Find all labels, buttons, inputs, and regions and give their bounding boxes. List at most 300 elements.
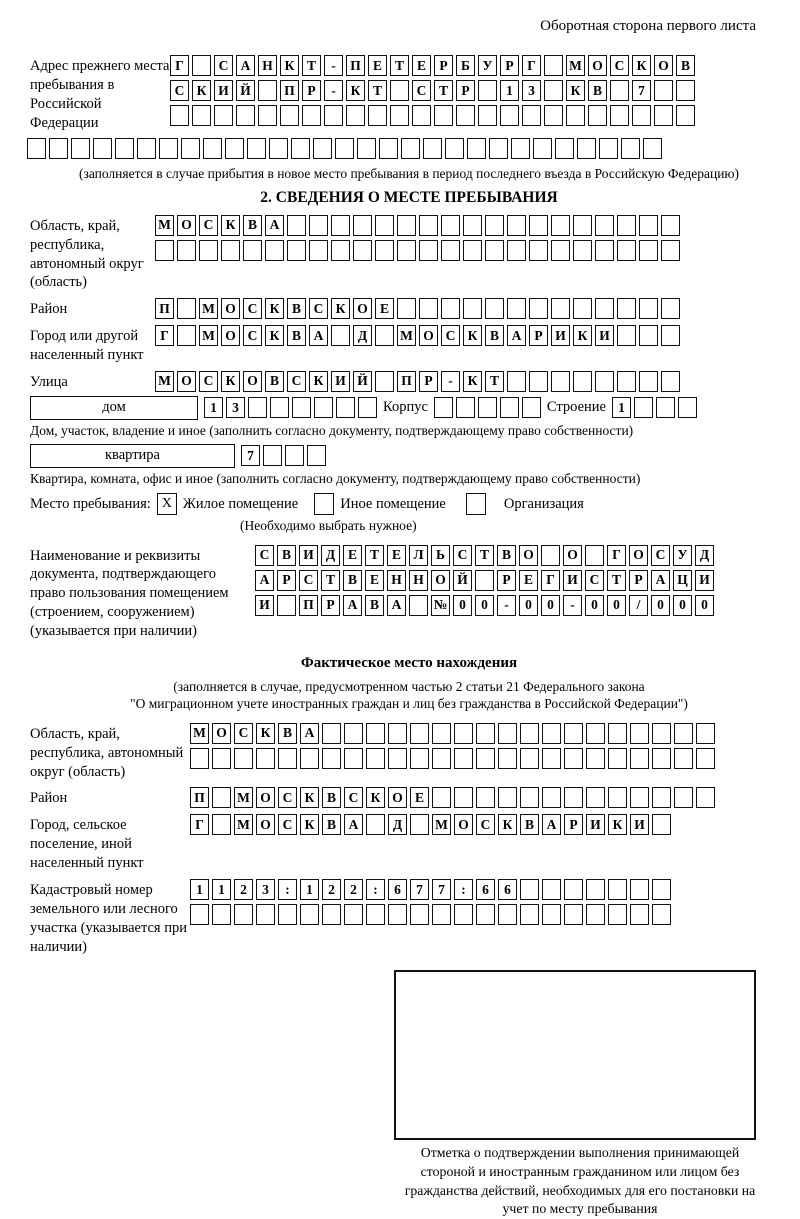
char-cell[interactable] bbox=[256, 748, 275, 769]
char-cell[interactable] bbox=[476, 787, 495, 808]
char-cell[interactable]: О bbox=[256, 814, 275, 835]
char-cell[interactable]: О bbox=[353, 298, 372, 319]
char-cell[interactable] bbox=[344, 723, 363, 744]
char-cell[interactable] bbox=[390, 80, 409, 101]
char-cell[interactable] bbox=[544, 80, 563, 101]
char-cell[interactable]: Р bbox=[434, 55, 453, 76]
char-cell[interactable]: А bbox=[309, 325, 328, 346]
char-cell[interactable] bbox=[258, 105, 277, 126]
char-cell[interactable]: П bbox=[280, 80, 299, 101]
char-cell[interactable] bbox=[564, 748, 583, 769]
char-cell[interactable]: О bbox=[563, 545, 582, 566]
char-cell[interactable]: С bbox=[199, 371, 218, 392]
char-cell[interactable]: М bbox=[234, 814, 253, 835]
char-cell[interactable]: 6 bbox=[476, 879, 495, 900]
char-cell[interactable] bbox=[696, 748, 715, 769]
char-cell[interactable] bbox=[588, 105, 607, 126]
char-cell[interactable] bbox=[498, 748, 517, 769]
char-cell[interactable]: Г bbox=[190, 814, 209, 835]
char-cell[interactable] bbox=[199, 240, 218, 261]
char-cell[interactable] bbox=[696, 787, 715, 808]
char-cell[interactable] bbox=[551, 215, 570, 236]
char-cell[interactable] bbox=[324, 105, 343, 126]
char-cell[interactable]: Е bbox=[343, 545, 362, 566]
char-cell[interactable]: М bbox=[397, 325, 416, 346]
char-cell[interactable]: К bbox=[463, 371, 482, 392]
char-cell[interactable]: О bbox=[519, 545, 538, 566]
char-cell[interactable]: Р bbox=[529, 325, 548, 346]
char-cell[interactable] bbox=[630, 723, 649, 744]
char-cell[interactable]: - bbox=[497, 595, 516, 616]
char-cell[interactable] bbox=[454, 723, 473, 744]
char-cell[interactable]: У bbox=[673, 545, 692, 566]
char-cell[interactable] bbox=[212, 814, 231, 835]
char-cell[interactable] bbox=[419, 215, 438, 236]
char-cell[interactable] bbox=[335, 138, 354, 159]
char-cell[interactable] bbox=[287, 240, 306, 261]
char-cell[interactable]: Г bbox=[522, 55, 541, 76]
char-cell[interactable] bbox=[456, 105, 475, 126]
char-cell[interactable] bbox=[498, 723, 517, 744]
char-cell[interactable] bbox=[610, 80, 629, 101]
char-cell[interactable]: Д bbox=[353, 325, 372, 346]
char-cell[interactable] bbox=[639, 371, 658, 392]
char-cell[interactable] bbox=[652, 748, 671, 769]
char-cell[interactable] bbox=[388, 904, 407, 925]
char-cell[interactable]: С bbox=[299, 570, 318, 591]
char-cell[interactable] bbox=[410, 723, 429, 744]
char-cell[interactable]: А bbox=[300, 723, 319, 744]
char-cell[interactable] bbox=[542, 879, 561, 900]
char-cell[interactable] bbox=[368, 105, 387, 126]
char-cell[interactable] bbox=[445, 138, 464, 159]
char-cell[interactable] bbox=[234, 904, 253, 925]
char-cell[interactable]: 0 bbox=[453, 595, 472, 616]
char-cell[interactable]: В bbox=[287, 298, 306, 319]
char-cell[interactable] bbox=[366, 723, 385, 744]
char-cell[interactable] bbox=[595, 215, 614, 236]
char-cell[interactable] bbox=[608, 748, 627, 769]
char-cell[interactable] bbox=[542, 787, 561, 808]
char-cell[interactable] bbox=[617, 371, 636, 392]
char-cell[interactable] bbox=[643, 138, 662, 159]
char-cell[interactable]: Ц bbox=[673, 570, 692, 591]
char-cell[interactable] bbox=[159, 138, 178, 159]
char-cell[interactable] bbox=[520, 787, 539, 808]
char-cell[interactable] bbox=[221, 240, 240, 261]
char-cell[interactable]: С bbox=[234, 723, 253, 744]
char-cell[interactable]: С bbox=[585, 570, 604, 591]
char-cell[interactable]: Е bbox=[412, 55, 431, 76]
char-cell[interactable]: С bbox=[610, 55, 629, 76]
char-cell[interactable] bbox=[573, 240, 592, 261]
char-cell[interactable] bbox=[652, 904, 671, 925]
char-cell[interactable] bbox=[542, 723, 561, 744]
char-cell[interactable] bbox=[608, 904, 627, 925]
char-cell[interactable]: В bbox=[676, 55, 695, 76]
char-cell[interactable]: Б bbox=[456, 55, 475, 76]
char-cell[interactable] bbox=[586, 748, 605, 769]
char-cell[interactable] bbox=[551, 240, 570, 261]
char-cell[interactable]: И bbox=[695, 570, 714, 591]
char-cell[interactable]: 3 bbox=[226, 397, 245, 418]
dom-box[interactable]: дом bbox=[30, 396, 198, 420]
char-cell[interactable]: - bbox=[441, 371, 460, 392]
char-cell[interactable] bbox=[313, 138, 332, 159]
char-cell[interactable] bbox=[573, 371, 592, 392]
char-cell[interactable]: С bbox=[278, 787, 297, 808]
char-cell[interactable] bbox=[190, 748, 209, 769]
char-cell[interactable] bbox=[586, 723, 605, 744]
char-cell[interactable] bbox=[652, 814, 671, 835]
char-cell[interactable] bbox=[617, 215, 636, 236]
char-cell[interactable]: Т bbox=[302, 55, 321, 76]
char-cell[interactable] bbox=[441, 298, 460, 319]
char-cell[interactable]: 7 bbox=[241, 445, 260, 466]
char-cell[interactable] bbox=[353, 215, 372, 236]
char-cell[interactable]: С bbox=[214, 55, 233, 76]
char-cell[interactable] bbox=[696, 723, 715, 744]
char-cell[interactable] bbox=[630, 904, 649, 925]
char-cell[interactable]: К bbox=[300, 814, 319, 835]
char-cell[interactable] bbox=[375, 240, 394, 261]
char-cell[interactable] bbox=[485, 298, 504, 319]
char-cell[interactable]: А bbox=[651, 570, 670, 591]
checkbox-inoe[interactable] bbox=[314, 493, 334, 515]
char-cell[interactable]: С bbox=[344, 787, 363, 808]
char-cell[interactable] bbox=[678, 397, 697, 418]
char-cell[interactable]: У bbox=[478, 55, 497, 76]
char-cell[interactable] bbox=[397, 215, 416, 236]
char-cell[interactable] bbox=[630, 748, 649, 769]
char-cell[interactable] bbox=[225, 138, 244, 159]
char-cell[interactable] bbox=[652, 879, 671, 900]
char-cell[interactable] bbox=[379, 138, 398, 159]
char-cell[interactable]: О bbox=[629, 545, 648, 566]
char-cell[interactable] bbox=[397, 240, 416, 261]
char-cell[interactable] bbox=[358, 397, 377, 418]
char-cell[interactable] bbox=[566, 105, 585, 126]
char-cell[interactable]: В bbox=[485, 325, 504, 346]
char-cell[interactable] bbox=[661, 371, 680, 392]
char-cell[interactable] bbox=[529, 298, 548, 319]
char-cell[interactable]: И bbox=[586, 814, 605, 835]
char-cell[interactable] bbox=[190, 904, 209, 925]
char-cell[interactable]: Е bbox=[410, 787, 429, 808]
char-cell[interactable] bbox=[520, 723, 539, 744]
char-cell[interactable] bbox=[93, 138, 112, 159]
char-cell[interactable]: 7 bbox=[410, 879, 429, 900]
char-cell[interactable] bbox=[366, 904, 385, 925]
char-cell[interactable] bbox=[522, 397, 541, 418]
char-cell[interactable]: 2 bbox=[322, 879, 341, 900]
char-cell[interactable]: К bbox=[280, 55, 299, 76]
char-cell[interactable] bbox=[551, 371, 570, 392]
char-cell[interactable] bbox=[322, 748, 341, 769]
char-cell[interactable]: Т bbox=[321, 570, 340, 591]
char-cell[interactable]: А bbox=[344, 814, 363, 835]
char-cell[interactable] bbox=[507, 215, 526, 236]
char-cell[interactable]: Е bbox=[365, 570, 384, 591]
char-cell[interactable] bbox=[463, 298, 482, 319]
char-cell[interactable] bbox=[632, 105, 651, 126]
char-cell[interactable]: Р bbox=[564, 814, 583, 835]
char-cell[interactable] bbox=[522, 105, 541, 126]
char-cell[interactable] bbox=[595, 298, 614, 319]
char-cell[interactable]: К bbox=[192, 80, 211, 101]
char-cell[interactable]: Й bbox=[353, 371, 372, 392]
char-cell[interactable] bbox=[170, 105, 189, 126]
char-cell[interactable] bbox=[475, 570, 494, 591]
char-cell[interactable]: В bbox=[365, 595, 384, 616]
char-cell[interactable] bbox=[192, 105, 211, 126]
char-cell[interactable]: О bbox=[212, 723, 231, 744]
char-cell[interactable]: О bbox=[454, 814, 473, 835]
char-cell[interactable] bbox=[419, 240, 438, 261]
char-cell[interactable] bbox=[287, 215, 306, 236]
char-cell[interactable] bbox=[661, 325, 680, 346]
char-cell[interactable]: К bbox=[309, 371, 328, 392]
char-cell[interactable]: Г bbox=[170, 55, 189, 76]
char-cell[interactable] bbox=[654, 80, 673, 101]
char-cell[interactable]: С bbox=[243, 298, 262, 319]
char-cell[interactable] bbox=[476, 723, 495, 744]
char-cell[interactable] bbox=[243, 240, 262, 261]
char-cell[interactable] bbox=[419, 298, 438, 319]
char-cell[interactable]: 3 bbox=[522, 80, 541, 101]
char-cell[interactable] bbox=[676, 105, 695, 126]
char-cell[interactable]: Т bbox=[475, 545, 494, 566]
char-cell[interactable] bbox=[344, 748, 363, 769]
char-cell[interactable] bbox=[478, 397, 497, 418]
char-cell[interactable] bbox=[344, 904, 363, 925]
char-cell[interactable] bbox=[432, 723, 451, 744]
char-cell[interactable]: О bbox=[588, 55, 607, 76]
char-cell[interactable] bbox=[432, 748, 451, 769]
char-cell[interactable] bbox=[498, 904, 517, 925]
char-cell[interactable] bbox=[212, 748, 231, 769]
char-cell[interactable] bbox=[639, 325, 658, 346]
char-cell[interactable]: И bbox=[299, 545, 318, 566]
char-cell[interactable] bbox=[388, 723, 407, 744]
char-cell[interactable] bbox=[661, 215, 680, 236]
char-cell[interactable] bbox=[544, 55, 563, 76]
char-cell[interactable]: И bbox=[630, 814, 649, 835]
kvartira-box[interactable]: квартира bbox=[30, 444, 235, 468]
char-cell[interactable] bbox=[507, 298, 526, 319]
char-cell[interactable] bbox=[409, 595, 428, 616]
char-cell[interactable]: К bbox=[573, 325, 592, 346]
char-cell[interactable] bbox=[278, 748, 297, 769]
char-cell[interactable] bbox=[529, 215, 548, 236]
char-cell[interactable]: К bbox=[265, 298, 284, 319]
char-cell[interactable]: И bbox=[551, 325, 570, 346]
char-cell[interactable]: № bbox=[431, 595, 450, 616]
char-cell[interactable] bbox=[610, 105, 629, 126]
char-cell[interactable] bbox=[476, 748, 495, 769]
char-cell[interactable]: К bbox=[566, 80, 585, 101]
char-cell[interactable] bbox=[476, 904, 495, 925]
char-cell[interactable] bbox=[177, 325, 196, 346]
char-cell[interactable] bbox=[541, 545, 560, 566]
char-cell[interactable]: 2 bbox=[234, 879, 253, 900]
char-cell[interactable] bbox=[608, 879, 627, 900]
char-cell[interactable]: 3 bbox=[256, 879, 275, 900]
char-cell[interactable]: С bbox=[199, 215, 218, 236]
char-cell[interactable]: М bbox=[234, 787, 253, 808]
char-cell[interactable]: 0 bbox=[607, 595, 626, 616]
char-cell[interactable]: 6 bbox=[388, 879, 407, 900]
char-cell[interactable] bbox=[454, 904, 473, 925]
char-cell[interactable] bbox=[478, 80, 497, 101]
char-cell[interactable] bbox=[544, 105, 563, 126]
char-cell[interactable] bbox=[617, 298, 636, 319]
char-cell[interactable]: О bbox=[177, 215, 196, 236]
char-cell[interactable] bbox=[388, 748, 407, 769]
char-cell[interactable]: Т bbox=[365, 545, 384, 566]
char-cell[interactable] bbox=[652, 723, 671, 744]
char-cell[interactable] bbox=[155, 240, 174, 261]
char-cell[interactable]: 0 bbox=[585, 595, 604, 616]
char-cell[interactable] bbox=[585, 545, 604, 566]
char-cell[interactable] bbox=[441, 240, 460, 261]
char-cell[interactable]: М bbox=[199, 298, 218, 319]
char-cell[interactable]: Н bbox=[258, 55, 277, 76]
char-cell[interactable] bbox=[564, 904, 583, 925]
char-cell[interactable]: И bbox=[595, 325, 614, 346]
char-cell[interactable]: К bbox=[221, 215, 240, 236]
char-cell[interactable] bbox=[454, 748, 473, 769]
char-cell[interactable] bbox=[520, 748, 539, 769]
char-cell[interactable]: Е bbox=[375, 298, 394, 319]
char-cell[interactable]: Д bbox=[388, 814, 407, 835]
char-cell[interactable] bbox=[302, 105, 321, 126]
char-cell[interactable]: 1 bbox=[500, 80, 519, 101]
char-cell[interactable] bbox=[520, 904, 539, 925]
char-cell[interactable] bbox=[71, 138, 90, 159]
char-cell[interactable] bbox=[309, 240, 328, 261]
char-cell[interactable]: С bbox=[170, 80, 189, 101]
char-cell[interactable] bbox=[608, 787, 627, 808]
char-cell[interactable] bbox=[322, 904, 341, 925]
char-cell[interactable]: Р bbox=[497, 570, 516, 591]
char-cell[interactable]: Р bbox=[277, 570, 296, 591]
char-cell[interactable] bbox=[564, 787, 583, 808]
char-cell[interactable]: Т bbox=[368, 80, 387, 101]
char-cell[interactable] bbox=[674, 787, 693, 808]
char-cell[interactable]: А bbox=[542, 814, 561, 835]
char-cell[interactable] bbox=[500, 397, 519, 418]
char-cell[interactable]: Й bbox=[453, 570, 472, 591]
char-cell[interactable] bbox=[309, 215, 328, 236]
char-cell[interactable]: 0 bbox=[519, 595, 538, 616]
char-cell[interactable] bbox=[410, 748, 429, 769]
char-cell[interactable]: С bbox=[453, 545, 472, 566]
char-cell[interactable]: В bbox=[497, 545, 516, 566]
char-cell[interactable] bbox=[331, 215, 350, 236]
char-cell[interactable]: М bbox=[190, 723, 209, 744]
char-cell[interactable] bbox=[247, 138, 266, 159]
char-cell[interactable] bbox=[27, 138, 46, 159]
char-cell[interactable]: Т bbox=[390, 55, 409, 76]
char-cell[interactable] bbox=[307, 445, 326, 466]
char-cell[interactable] bbox=[432, 904, 451, 925]
char-cell[interactable]: П bbox=[190, 787, 209, 808]
char-cell[interactable] bbox=[654, 105, 673, 126]
char-cell[interactable]: О bbox=[177, 371, 196, 392]
char-cell[interactable]: 0 bbox=[695, 595, 714, 616]
char-cell[interactable]: В bbox=[322, 814, 341, 835]
char-cell[interactable] bbox=[353, 240, 372, 261]
char-cell[interactable] bbox=[263, 445, 282, 466]
char-cell[interactable]: - bbox=[324, 55, 343, 76]
char-cell[interactable]: / bbox=[629, 595, 648, 616]
char-cell[interactable]: Л bbox=[409, 545, 428, 566]
char-cell[interactable] bbox=[236, 105, 255, 126]
char-cell[interactable] bbox=[203, 138, 222, 159]
char-cell[interactable]: Т bbox=[485, 371, 504, 392]
char-cell[interactable] bbox=[49, 138, 68, 159]
char-cell[interactable] bbox=[269, 138, 288, 159]
char-cell[interactable] bbox=[542, 748, 561, 769]
char-cell[interactable]: Р bbox=[419, 371, 438, 392]
char-cell[interactable] bbox=[573, 298, 592, 319]
char-cell[interactable]: А bbox=[265, 215, 284, 236]
char-cell[interactable] bbox=[322, 723, 341, 744]
char-cell[interactable] bbox=[285, 445, 304, 466]
char-cell[interactable] bbox=[634, 397, 653, 418]
char-cell[interactable]: В bbox=[343, 570, 362, 591]
char-cell[interactable] bbox=[617, 325, 636, 346]
checkbox-organizatsiya[interactable] bbox=[466, 493, 486, 515]
char-cell[interactable]: 1 bbox=[212, 879, 231, 900]
char-cell[interactable]: Р bbox=[302, 80, 321, 101]
char-cell[interactable] bbox=[577, 138, 596, 159]
char-cell[interactable] bbox=[137, 138, 156, 159]
char-cell[interactable]: П bbox=[299, 595, 318, 616]
char-cell[interactable]: 7 bbox=[632, 80, 651, 101]
char-cell[interactable] bbox=[265, 240, 284, 261]
char-cell[interactable] bbox=[661, 240, 680, 261]
char-cell[interactable]: О bbox=[221, 298, 240, 319]
char-cell[interactable]: И bbox=[214, 80, 233, 101]
char-cell[interactable] bbox=[346, 105, 365, 126]
char-cell[interactable]: А bbox=[255, 570, 274, 591]
char-cell[interactable] bbox=[674, 723, 693, 744]
char-cell[interactable] bbox=[478, 105, 497, 126]
char-cell[interactable]: 0 bbox=[541, 595, 560, 616]
char-cell[interactable] bbox=[674, 748, 693, 769]
char-cell[interactable] bbox=[520, 879, 539, 900]
char-cell[interactable]: К bbox=[632, 55, 651, 76]
char-cell[interactable]: 0 bbox=[651, 595, 670, 616]
char-cell[interactable]: 6 bbox=[498, 879, 517, 900]
char-cell[interactable] bbox=[177, 240, 196, 261]
char-cell[interactable] bbox=[331, 240, 350, 261]
char-cell[interactable] bbox=[410, 904, 429, 925]
char-cell[interactable]: Г bbox=[607, 545, 626, 566]
char-cell[interactable] bbox=[454, 787, 473, 808]
char-cell[interactable] bbox=[214, 105, 233, 126]
char-cell[interactable]: С bbox=[287, 371, 306, 392]
char-cell[interactable] bbox=[248, 397, 267, 418]
char-cell[interactable]: А bbox=[236, 55, 255, 76]
char-cell[interactable] bbox=[595, 371, 614, 392]
char-cell[interactable]: С bbox=[255, 545, 274, 566]
char-cell[interactable]: 7 bbox=[432, 879, 451, 900]
char-cell[interactable] bbox=[441, 215, 460, 236]
char-cell[interactable]: - bbox=[324, 80, 343, 101]
